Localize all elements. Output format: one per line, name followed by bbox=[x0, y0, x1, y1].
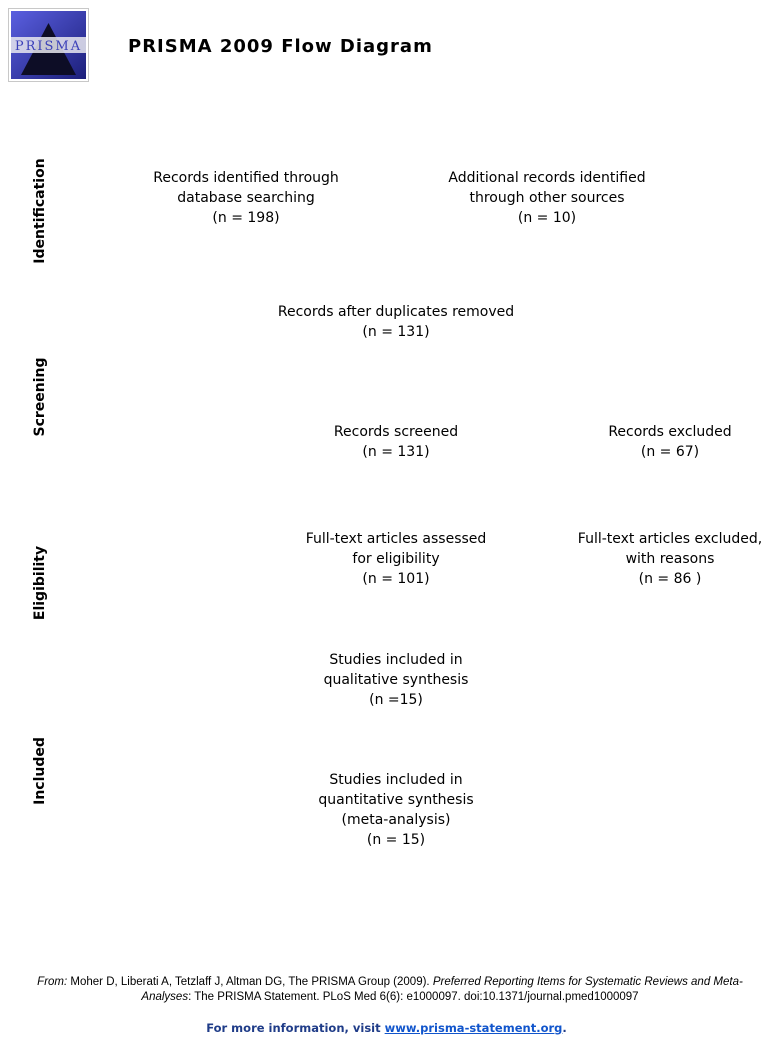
box-line: Full-text articles assessed bbox=[305, 531, 487, 547]
box-other-sources bbox=[448, 168, 645, 228]
citation-title: Preferred Reporting Items for Systematic Reviews and Meta-Analyses bbox=[141, 976, 743, 1003]
box-line: (n = 101) bbox=[362, 571, 430, 587]
box-line: (n = 15) bbox=[366, 832, 426, 848]
box-line: (n = 86 ) bbox=[638, 571, 702, 587]
box-records-screened bbox=[334, 422, 458, 462]
box-line: (n = 198) bbox=[212, 210, 280, 226]
prisma-logo bbox=[8, 8, 89, 82]
box-line: database searching bbox=[177, 190, 315, 206]
more-info-suffix: . bbox=[562, 1021, 567, 1035]
box-line: Additional records identified bbox=[448, 170, 646, 186]
box-quantitative-synthesis bbox=[318, 770, 473, 850]
citation-authors: Moher D, Liberati A, Tetzlaff J, Altman DG, The PRISMA Group (2009). bbox=[70, 976, 433, 988]
box-line: (n =15) bbox=[369, 692, 423, 708]
box-line: (n = 67) bbox=[640, 444, 700, 460]
box-fulltext-assessed bbox=[306, 529, 487, 589]
box-line: Records identified through bbox=[153, 170, 339, 186]
citation-journal: : The PRISMA Statement. PLoS Med 6(6): e1000097. doi:10.1371/journal.pmed1000097 bbox=[188, 991, 639, 1003]
box-line: Records screened bbox=[333, 424, 459, 440]
citation-from-label: From: bbox=[37, 976, 68, 988]
box-line: Full-text articles excluded, bbox=[577, 531, 763, 547]
stage-label: Eligibility bbox=[32, 545, 48, 621]
box-line: (n = 10) bbox=[517, 210, 577, 226]
citation bbox=[14, 975, 766, 1005]
box-line: Records excluded bbox=[608, 424, 732, 440]
more-info-prefix: For more information, visit bbox=[206, 1021, 385, 1035]
prisma-website-link[interactable]: www.prisma-statement.org bbox=[384, 1021, 563, 1035]
box-line: quantitative synthesis bbox=[318, 792, 474, 808]
stage-label: Screening bbox=[32, 357, 48, 437]
page-title: PRISMA 2009 Flow Diagram bbox=[128, 36, 433, 57]
box-line: Records after duplicates removed bbox=[277, 304, 515, 320]
box-line: Studies included in bbox=[329, 652, 463, 668]
box-after-duplicates bbox=[278, 302, 514, 342]
box-line: (n = 131) bbox=[362, 444, 430, 460]
box-records-excluded bbox=[608, 422, 731, 462]
prisma-logo-graphic bbox=[9, 9, 88, 81]
more-info bbox=[0, 1021, 773, 1035]
box-line: with reasons bbox=[625, 551, 715, 567]
box-line: through other sources bbox=[469, 190, 625, 206]
box-line: qualitative synthesis bbox=[323, 672, 469, 688]
box-line: for eligibility bbox=[352, 551, 440, 567]
box-line: Studies included in bbox=[329, 772, 463, 788]
box-database-searching bbox=[153, 168, 339, 228]
box-qualitative-synthesis bbox=[324, 650, 469, 710]
box-line: (n = 131) bbox=[362, 324, 430, 340]
logo-text: PRISMA bbox=[14, 39, 83, 54]
stage-label: Identification bbox=[32, 158, 48, 264]
stage-label: Included bbox=[32, 737, 48, 805]
box-line: (meta-analysis) bbox=[341, 812, 451, 828]
box-fulltext-excluded bbox=[578, 529, 762, 589]
